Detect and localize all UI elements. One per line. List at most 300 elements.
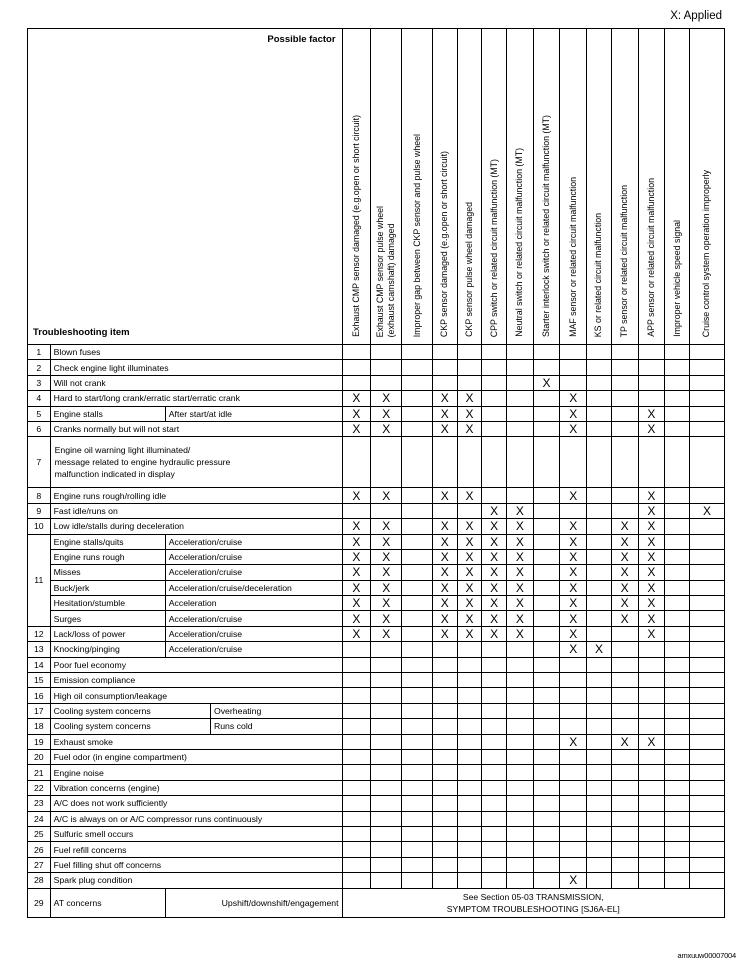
item-number: 20 <box>28 749 51 764</box>
factor-cell <box>587 626 612 641</box>
applied-mark: X <box>482 503 507 518</box>
factor-cell <box>533 765 560 780</box>
factor-cell <box>457 873 482 888</box>
factor-cell <box>638 703 665 718</box>
factor-cell <box>371 749 402 764</box>
factor-cell <box>342 796 371 811</box>
item-label: Exhaust smoke <box>50 734 342 749</box>
factor-header-10: KS or related circuit malfunction <box>587 29 612 345</box>
factor-cell <box>457 703 482 718</box>
factor-cell <box>689 488 724 503</box>
item-condition: Runs cold <box>210 719 342 734</box>
factor-cell <box>587 657 612 672</box>
item-label: Spark plug condition <box>50 873 342 888</box>
factor-header-9: MAF sensor or related circuit malfunction <box>560 29 587 345</box>
factor-cell <box>482 703 507 718</box>
applied-mark: X <box>560 391 587 406</box>
applied-mark: X <box>342 391 371 406</box>
item-number: 15 <box>28 673 51 688</box>
applied-mark: X <box>638 549 665 564</box>
applied-mark: X <box>342 549 371 564</box>
factor-cell <box>611 488 638 503</box>
factor-cell <box>665 375 690 390</box>
factor-cell <box>638 842 665 857</box>
item-number: 12 <box>28 626 51 641</box>
factor-cell <box>560 796 587 811</box>
table-row <box>28 734 725 749</box>
applied-mark: X <box>611 549 638 564</box>
factor-cell <box>560 765 587 780</box>
applied-mark: X <box>638 734 665 749</box>
factor-cell <box>402 703 433 718</box>
item-number: 19 <box>28 734 51 749</box>
applied-mark: X <box>482 534 507 549</box>
factor-cell <box>457 719 482 734</box>
table-row <box>28 565 725 580</box>
factor-cell <box>533 391 560 406</box>
factor-cell <box>432 688 457 703</box>
possible-factor-label: Possible factor <box>267 34 336 45</box>
applied-mark: X <box>457 611 482 626</box>
item-number: 16 <box>28 688 51 703</box>
factor-cell <box>611 857 638 872</box>
factor-cell <box>342 375 371 390</box>
table-row <box>28 657 725 672</box>
factor-cell <box>402 626 433 641</box>
factor-cell <box>587 873 612 888</box>
factor-cell <box>371 345 402 360</box>
applied-mark: X <box>560 734 587 749</box>
factor-cell <box>432 673 457 688</box>
factor-cell <box>482 780 507 795</box>
factor-cell <box>457 437 482 488</box>
factor-cell <box>611 873 638 888</box>
factor-cell <box>402 857 433 872</box>
factor-cell <box>665 360 690 375</box>
factor-cell <box>533 873 560 888</box>
item-number: 28 <box>28 873 51 888</box>
factor-cell <box>482 719 507 734</box>
factor-cell <box>371 780 402 795</box>
applied-mark: X <box>482 519 507 534</box>
factor-cell <box>402 719 433 734</box>
applied-mark: X <box>371 406 402 421</box>
factor-cell <box>560 857 587 872</box>
factor-cell <box>432 360 457 375</box>
item-label: A/C does not work sufficiently <box>50 796 342 811</box>
factor-cell <box>506 688 533 703</box>
factor-cell <box>611 642 638 657</box>
applied-mark: X <box>371 534 402 549</box>
applied-mark: X <box>432 611 457 626</box>
factor-cell <box>342 780 371 795</box>
factor-cell <box>342 765 371 780</box>
factor-cell <box>506 734 533 749</box>
item-label: Vibration concerns (engine) <box>50 780 342 795</box>
applied-mark: X <box>506 626 533 641</box>
factor-cell <box>457 360 482 375</box>
factor-cell <box>587 375 612 390</box>
applied-mark: X <box>432 488 457 503</box>
item-label: Will not crank <box>50 375 342 390</box>
applied-mark: X <box>506 519 533 534</box>
factor-cell <box>689 626 724 641</box>
factor-cell <box>342 688 371 703</box>
factor-cell <box>611 703 638 718</box>
factor-cell <box>432 719 457 734</box>
applied-mark: X <box>371 580 402 595</box>
applied-mark: X <box>638 611 665 626</box>
factor-cell <box>611 780 638 795</box>
factor-cell <box>560 345 587 360</box>
factor-cell <box>665 519 690 534</box>
factor-cell <box>482 345 507 360</box>
factor-cell <box>432 703 457 718</box>
item-label: High oil consumption/leakage <box>50 688 342 703</box>
factor-cell <box>371 719 402 734</box>
factor-cell <box>457 811 482 826</box>
factor-cell <box>457 657 482 672</box>
factor-cell <box>638 360 665 375</box>
factor-cell <box>665 642 690 657</box>
applied-mark: X <box>342 519 371 534</box>
item-number: 10 <box>28 519 51 534</box>
applied-mark: X <box>432 421 457 436</box>
factor-cell <box>506 811 533 826</box>
applied-mark: X <box>506 549 533 564</box>
table-row <box>28 360 725 375</box>
factor-cell <box>371 688 402 703</box>
applied-mark: X <box>342 611 371 626</box>
factor-cell <box>587 488 612 503</box>
factor-cell <box>665 873 690 888</box>
factor-cell <box>533 703 560 718</box>
factor-cell <box>432 642 457 657</box>
item-label: Low idle/stalls during deceleration <box>50 519 342 534</box>
factor-cell <box>402 826 433 841</box>
factor-header-8: Starter interlock switch or related circuit malfunction (MT) <box>533 29 560 345</box>
factor-cell <box>432 811 457 826</box>
factor-cell <box>665 780 690 795</box>
factor-cell <box>560 826 587 841</box>
applied-mark: X <box>587 642 612 657</box>
factor-cell <box>342 842 371 857</box>
item-label: Poor fuel economy <box>50 657 342 672</box>
item-condition: Acceleration/cruise <box>165 626 342 641</box>
table-row <box>28 488 725 503</box>
applied-mark: X <box>506 565 533 580</box>
applied-mark: X <box>432 534 457 549</box>
factor-cell <box>371 734 402 749</box>
item-number: 4 <box>28 391 51 406</box>
factor-cell <box>432 826 457 841</box>
factor-cell <box>506 391 533 406</box>
item-label: Hesitation/stumble <box>50 596 165 611</box>
factor-cell <box>533 626 560 641</box>
factor-cell <box>665 488 690 503</box>
factor-cell <box>342 345 371 360</box>
factor-cell <box>638 749 665 764</box>
factor-cell <box>506 642 533 657</box>
factor-cell <box>371 673 402 688</box>
applied-mark: X <box>432 626 457 641</box>
factor-cell <box>533 749 560 764</box>
factor-cell <box>560 780 587 795</box>
factor-cell <box>457 780 482 795</box>
factor-cell <box>587 503 612 518</box>
factor-cell <box>342 360 371 375</box>
applied-mark: X <box>560 596 587 611</box>
factor-cell <box>402 488 433 503</box>
applied-mark: X <box>457 596 482 611</box>
factor-cell <box>533 673 560 688</box>
table-row <box>28 842 725 857</box>
factor-cell <box>457 642 482 657</box>
factor-cell <box>342 703 371 718</box>
factor-cell <box>371 796 402 811</box>
factor-cell <box>689 360 724 375</box>
factor-cell <box>689 421 724 436</box>
table-row <box>28 549 725 564</box>
factor-cell <box>638 811 665 826</box>
factor-cell <box>533 780 560 795</box>
factor-cell <box>506 657 533 672</box>
applied-mark: X <box>638 534 665 549</box>
factor-cell <box>611 811 638 826</box>
factor-cell <box>665 626 690 641</box>
applied-mark: X <box>482 565 507 580</box>
factor-cell <box>533 719 560 734</box>
applied-mark: X <box>432 565 457 580</box>
factor-cell <box>432 765 457 780</box>
item-label: Lack/loss of power <box>50 626 165 641</box>
factor-cell <box>402 580 433 595</box>
factor-cell <box>506 780 533 795</box>
factor-cell <box>665 673 690 688</box>
factor-cell <box>371 503 402 518</box>
applied-mark: X <box>457 626 482 641</box>
item-label: Blown fuses <box>50 345 342 360</box>
factor-cell <box>402 421 433 436</box>
factor-cell <box>611 657 638 672</box>
factor-cell <box>482 857 507 872</box>
factor-cell <box>342 657 371 672</box>
factor-cell <box>611 503 638 518</box>
factor-cell <box>638 688 665 703</box>
figure-code: amxuuw00007004 <box>677 951 736 960</box>
factor-cell <box>482 406 507 421</box>
troubleshooting-table <box>27 28 725 918</box>
factor-cell <box>402 673 433 688</box>
factor-cell <box>689 796 724 811</box>
table-row <box>28 796 725 811</box>
factor-cell <box>482 826 507 841</box>
factor-cell <box>611 765 638 780</box>
factor-cell <box>457 503 482 518</box>
applied-mark: X <box>457 406 482 421</box>
item-condition: Upshift/downshift/engagement <box>165 888 342 917</box>
item-number: 14 <box>28 657 51 672</box>
factor-cell <box>482 437 507 488</box>
item-condition: After start/at idle <box>165 406 342 421</box>
factor-cell <box>665 611 690 626</box>
item-number: 24 <box>28 811 51 826</box>
factor-cell <box>665 549 690 564</box>
factor-cell <box>560 842 587 857</box>
factor-cell <box>342 437 371 488</box>
factor-cell <box>482 765 507 780</box>
table-row <box>28 503 725 518</box>
table-row <box>28 873 725 888</box>
factor-cell <box>402 749 433 764</box>
item-label: Fuel filling shut off concerns <box>50 857 342 872</box>
factor-cell <box>506 360 533 375</box>
factor-cell <box>506 375 533 390</box>
factor-cell <box>638 826 665 841</box>
applied-mark: X <box>457 565 482 580</box>
item-label: Surges <box>50 611 165 626</box>
factor-cell <box>482 673 507 688</box>
item-number: 7 <box>28 437 51 488</box>
factor-cell <box>371 360 402 375</box>
item-number: 3 <box>28 375 51 390</box>
item-condition: Acceleration/cruise/deceleration <box>165 580 342 595</box>
factor-cell <box>533 488 560 503</box>
item-label: Misses <box>50 565 165 580</box>
factor-cell <box>638 765 665 780</box>
factor-cell <box>587 734 612 749</box>
applied-mark: X <box>342 626 371 641</box>
header-row <box>28 29 725 345</box>
factor-cell <box>560 811 587 826</box>
table-row <box>28 519 725 534</box>
applied-mark: X <box>638 519 665 534</box>
factor-cell <box>689 565 724 580</box>
item-label: Fuel refill concerns <box>50 842 342 857</box>
factor-cell <box>402 534 433 549</box>
factor-cell <box>587 596 612 611</box>
factor-cell <box>689 688 724 703</box>
item-number: 6 <box>28 421 51 436</box>
factor-cell <box>587 421 612 436</box>
factor-cell <box>402 503 433 518</box>
applied-mark: X <box>482 626 507 641</box>
applied-mark: X <box>432 519 457 534</box>
item-label: Cooling system concerns <box>50 719 210 734</box>
factor-cell <box>402 657 433 672</box>
factor-cell <box>638 780 665 795</box>
factor-cell <box>402 811 433 826</box>
factor-cell <box>665 842 690 857</box>
factor-cell <box>482 842 507 857</box>
factor-cell <box>665 811 690 826</box>
applied-mark: X <box>560 873 587 888</box>
factor-cell <box>611 345 638 360</box>
item-number: 18 <box>28 719 51 734</box>
table-row <box>28 596 725 611</box>
applied-mark: X <box>371 391 402 406</box>
factor-cell <box>689 642 724 657</box>
factor-cell <box>402 360 433 375</box>
factor-cell <box>506 857 533 872</box>
factor-cell <box>611 360 638 375</box>
factor-cell <box>638 437 665 488</box>
factor-cell <box>371 765 402 780</box>
factor-cell <box>533 503 560 518</box>
factor-cell <box>402 765 433 780</box>
factor-cell <box>402 345 433 360</box>
factor-header-14: Cruise control system operation improperly <box>689 29 724 345</box>
factor-cell <box>587 534 612 549</box>
factor-cell <box>457 688 482 703</box>
factor-cell <box>533 406 560 421</box>
factor-cell <box>665 534 690 549</box>
factor-cell <box>402 437 433 488</box>
factor-header-1: Exhaust CMP sensor damaged (e.g.open or short circuit) <box>342 29 371 345</box>
factor-cell <box>482 375 507 390</box>
factor-cell <box>689 534 724 549</box>
factor-cell <box>665 596 690 611</box>
factor-cell <box>689 375 724 390</box>
factor-cell <box>665 688 690 703</box>
factor-header-4: CKP sensor damaged (e.g.open or short circuit) <box>432 29 457 345</box>
factor-cell <box>402 688 433 703</box>
factor-cell <box>342 749 371 764</box>
factor-cell <box>587 857 612 872</box>
factor-cell <box>457 673 482 688</box>
item-label: Engine runs rough/rolling idle <box>50 488 342 503</box>
factor-cell <box>611 437 638 488</box>
factor-cell <box>432 842 457 857</box>
factor-cell <box>689 873 724 888</box>
factor-cell <box>587 811 612 826</box>
factor-cell <box>402 375 433 390</box>
applied-mark: X <box>560 421 587 436</box>
item-number: 8 <box>28 488 51 503</box>
factor-cell <box>457 734 482 749</box>
factor-cell <box>533 580 560 595</box>
table-row <box>28 688 725 703</box>
factor-cell <box>533 549 560 564</box>
table-row <box>28 437 725 488</box>
factor-cell <box>665 565 690 580</box>
factor-cell <box>638 657 665 672</box>
factor-cell <box>665 734 690 749</box>
applied-mark: X <box>611 565 638 580</box>
factor-cell <box>402 549 433 564</box>
factor-cell <box>611 796 638 811</box>
factor-cell <box>665 580 690 595</box>
factor-cell <box>665 796 690 811</box>
table-row <box>28 580 725 595</box>
applied-mark: X <box>638 596 665 611</box>
item-label: Engine runs rough <box>50 549 165 564</box>
applied-mark: X <box>342 580 371 595</box>
factor-cell <box>533 360 560 375</box>
applied-mark: X <box>638 488 665 503</box>
applied-mark: X <box>560 580 587 595</box>
factor-header-7: Neutral switch or related circuit malfunction (MT) <box>506 29 533 345</box>
factor-cell <box>560 437 587 488</box>
factor-cell <box>689 826 724 841</box>
applied-mark: X <box>611 580 638 595</box>
factor-cell <box>402 596 433 611</box>
factor-cell <box>457 749 482 764</box>
factor-cell <box>689 611 724 626</box>
applied-mark: X <box>611 519 638 534</box>
factor-cell <box>689 345 724 360</box>
applied-mark: X <box>560 488 587 503</box>
